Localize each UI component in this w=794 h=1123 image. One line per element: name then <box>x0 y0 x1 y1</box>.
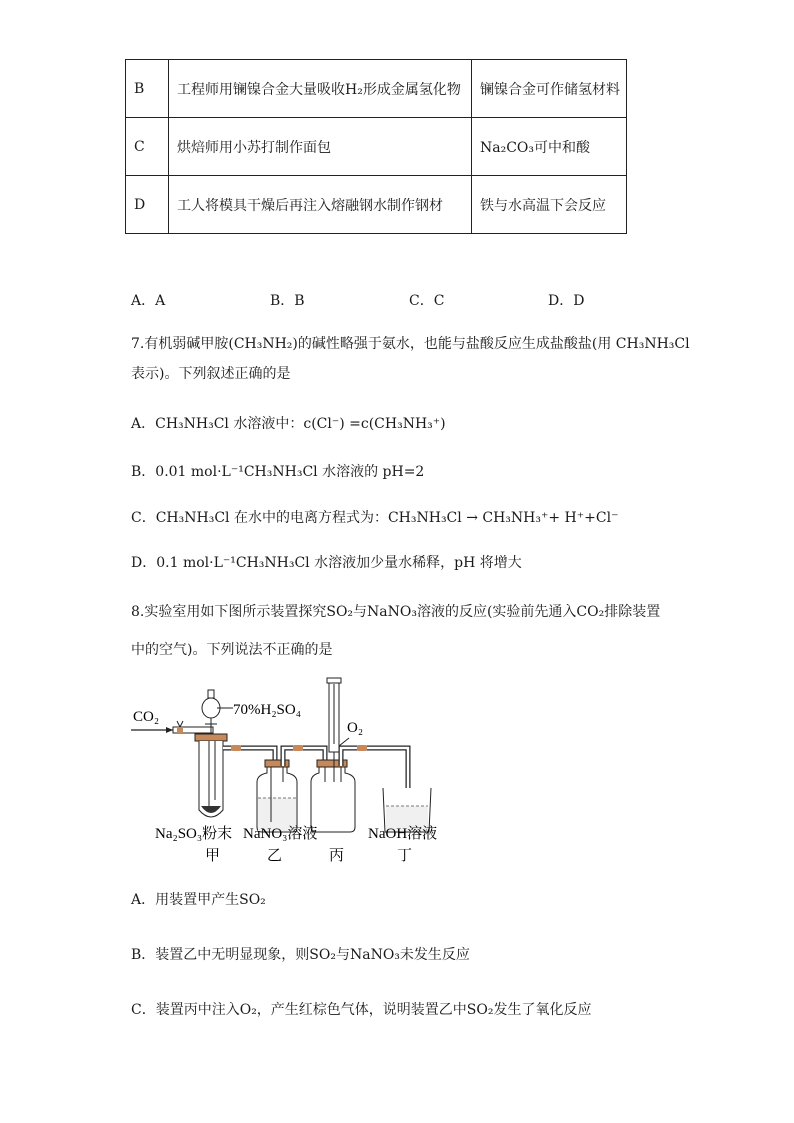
label-yi: 乙 <box>267 848 283 864</box>
table-row <box>126 118 627 176</box>
label-jia-content: Na₂SO₃粉末 <box>155 826 233 842</box>
table-row <box>126 176 627 234</box>
q6-choice-b[interactable]: B．B <box>270 293 305 309</box>
label-yi-content: NaNO₃溶液 <box>243 826 318 842</box>
valve-icon <box>177 727 183 733</box>
row-label: C <box>126 118 169 176</box>
arrow-head-icon <box>166 727 173 733</box>
q6-choice-d[interactable]: D．D <box>548 293 585 309</box>
funnel-stopper <box>208 690 214 698</box>
q8-option-c[interactable]: C．装置丙中注入O₂，产生红棕色气体，说明装置乙中SO₂发生了氧化反应 <box>131 1002 592 1018</box>
row-reason: 镧镍合金可作储氢材料 <box>472 60 627 118</box>
row-desc: 工人将模具干燥后再注入熔融钢水制作钢材 <box>169 176 472 234</box>
q7-option-b[interactable]: B．0.01 mol·L⁻¹CH₃NH₃Cl 水溶液的 pH=2 <box>131 464 425 480</box>
q6-choice-c[interactable]: C．C <box>409 293 445 309</box>
label-jia: 甲 <box>205 848 221 864</box>
q7-option-a[interactable]: A．CH₃NH₃Cl 水溶液中：c(Cl⁻) =c(CH₃NH₃⁺) <box>131 416 446 432</box>
row-label: B <box>126 60 169 118</box>
label-ding-content: NaOH溶液 <box>368 826 438 842</box>
q8-stem-line1: 8.实验室用如下图所示装置探究SO₂与NaNO₃溶液的反应(实验前先通入CO₂排除装置 <box>131 604 661 620</box>
q7-option-c[interactable]: C．CH₃NH₃Cl 在水中的电离方程式为：CH₃NH₃Cl → CH₃NH₃⁺+ H⁺+Cl⁻ <box>131 510 619 526</box>
row-desc: 工程师用镧镍合金大量吸收H₂形成金属氢化物 <box>169 60 472 118</box>
q7-option-d[interactable]: D．0.1 mol·L⁻¹CH₃NH₃Cl 水溶液加少量水稀释，pH 将增大 <box>131 555 522 571</box>
joint <box>357 745 367 751</box>
row-reason: 铁与水高温下会反应 <box>472 176 627 234</box>
joint <box>293 745 303 751</box>
table-row <box>126 60 627 118</box>
q8-option-a[interactable]: A．用装置甲产生SO₂ <box>131 892 266 908</box>
q6-choice-a[interactable]: A．A <box>131 293 166 309</box>
q8-stem-line2: 中的空气)。下列说法不正确的是 <box>131 642 333 658</box>
test-tube-jia <box>199 741 223 817</box>
label-bing: 丙 <box>329 848 345 864</box>
row-reason: Na₂CO₃可中和酸 <box>472 118 627 176</box>
joint <box>231 745 241 751</box>
co2-label: CO₂ <box>133 709 160 725</box>
row-desc: 烘焙师用小苏打制作面包 <box>169 118 472 176</box>
q7-stem-line1: 7.有机弱碱甲胺(CH₃NH₂)的碱性略强于氨水，也能与盐酸反应生成盐酸盐(用 CH₃NH₃Cl <box>131 336 690 352</box>
o2-label: O₂ <box>347 720 364 736</box>
acid-label: 70%H₂SO₄ <box>233 702 301 718</box>
row-label: D <box>126 176 169 234</box>
q8-option-b[interactable]: B．装置乙中无明显现象，则SO₂与NaNO₃未发生反应 <box>131 947 470 963</box>
label-ding: 丁 <box>397 848 413 864</box>
stopper <box>195 734 227 741</box>
bottle-bing <box>311 767 355 832</box>
valve-handle-icon <box>177 721 183 727</box>
options-table <box>125 59 627 234</box>
q7-stem-line2: 表示)。下列叙述正确的是 <box>131 366 291 382</box>
apparatus-diagram <box>125 672 465 872</box>
